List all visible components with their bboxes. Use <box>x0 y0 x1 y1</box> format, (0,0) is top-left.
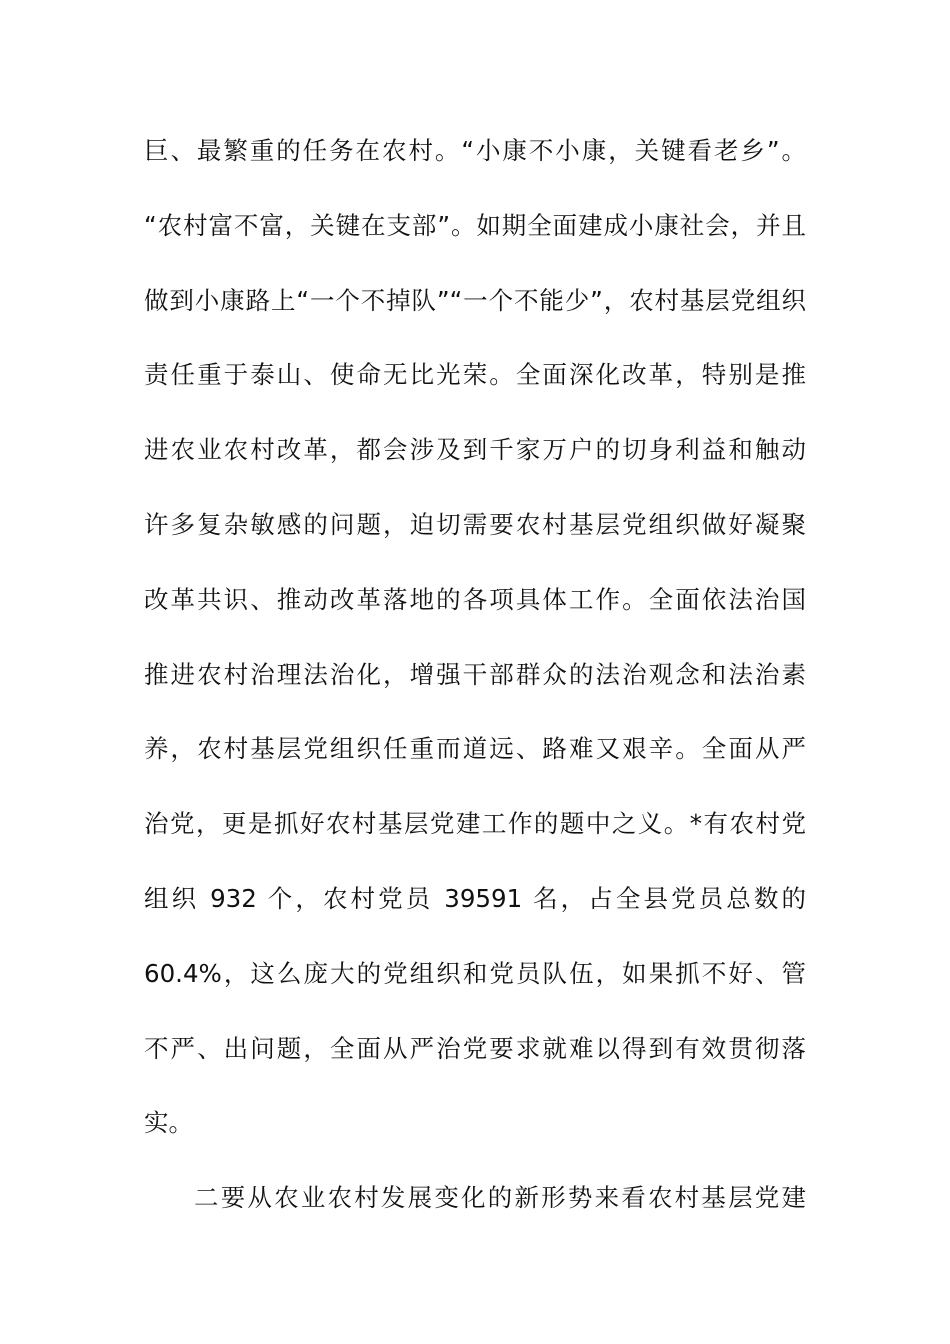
text-line: 改革共识、推动改革落地的各项具体工作。全面依法治国 <box>144 584 806 614</box>
text-line: 养，农村基层党组织任重而道远、路难又艰辛。全面从严 <box>144 734 806 764</box>
text-line: 进农业农村改革，都会涉及到千家万户的切身利益和触动 <box>144 435 806 465</box>
text-line: 巨、最繁重的任务在农村。“小康不小康，关键看老乡”。 <box>144 136 806 165</box>
text-line: 组织 932 个，农村党员 39591 名，占全县党员总数的 <box>144 883 806 913</box>
text-line: 推进农村治理法治化，增强干部群众的法治观念和法治素 <box>144 659 806 689</box>
body-text <box>144 125 806 1247</box>
text-line: “农村富不富，关键在支部”。如期全面建成小康社会，并且 <box>144 210 806 240</box>
text-line: 不严、出问题，全面从严治党要求就难以得到有效贯彻落 <box>144 1033 806 1063</box>
paragraph-start-line: 二要从农业农村发展变化的新形势来看农村基层党建 <box>194 1183 806 1213</box>
text-line: 做到小康路上“一个不掉队”“一个不能少”，农村基层党组织 <box>144 285 806 315</box>
text-line: 许多复杂敏感的问题，迫切需要农村基层党组织做好凝聚 <box>144 509 806 539</box>
text-line: 60.4%，这么庞大的党组织和党员队伍，如果抓不好、管 <box>144 958 806 988</box>
text-line: 责任重于泰山、使命无比光荣。全面深化改革，特别是推 <box>144 360 806 390</box>
text-line: 实。 <box>144 1108 193 1138</box>
text-line: 治党，更是抓好农村基层党建工作的题中之义。*有农村党 <box>144 809 806 839</box>
